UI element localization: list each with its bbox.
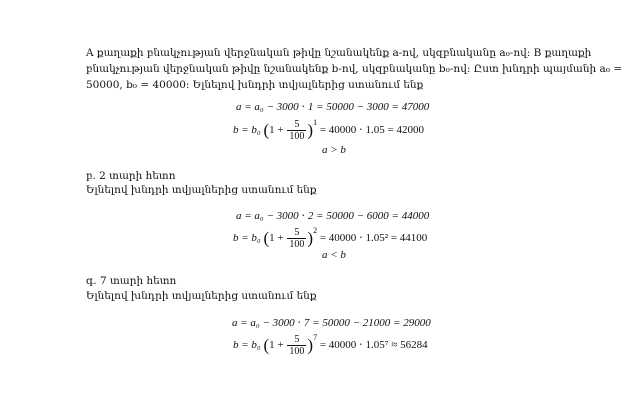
comparison-2: a < b xyxy=(322,249,346,261)
exponent: 1 xyxy=(313,118,318,127)
section-c-text xyxy=(86,289,317,303)
section-b-text-content: Ելնելով խնդրի տվյալներից ստանում ենք xyxy=(86,184,317,196)
one-plus: 1 + xyxy=(269,232,284,244)
intro-line-1: A քաղաքի բնակչության վերջնական թիվը նշանակենք a-ով, սկզբնականը a₀-ով: B քաղաքի xyxy=(86,47,592,59)
fraction-numerator: 5 xyxy=(287,119,306,131)
b-prefix: b = b₀ xyxy=(233,232,261,244)
equation-b-3 xyxy=(233,333,428,357)
paren-close: ) xyxy=(307,335,314,355)
b-prefix: b = b₀ xyxy=(233,339,261,351)
equation-b-3-rhs: = 40000 ⋅ 1.05⁷ ≈ 56284 xyxy=(319,339,428,351)
paren-close: ) xyxy=(307,120,314,140)
comparison-1: a > b xyxy=(322,144,346,156)
intro-line-3: 50000, b₀ = 40000: Ելնելով խնդրի տվյալներից ստանում ենք xyxy=(86,79,424,91)
section-b-title: բ. 2 տարի հետո xyxy=(86,170,176,182)
equation-a-2: a = a₀ − 3000 ⋅ 2 = 50000 − 6000 = 44000 xyxy=(236,210,430,222)
equation-b-2 xyxy=(233,226,427,250)
one-plus: 1 + xyxy=(269,339,284,351)
section-c-title: գ. 7 տարի հետո xyxy=(86,275,177,287)
section-b-text xyxy=(86,183,317,197)
paren-close: ) xyxy=(307,228,314,248)
fraction-numerator: 5 xyxy=(287,227,306,239)
paren-open: ( xyxy=(263,120,270,140)
fraction-denominator: 100 xyxy=(289,238,305,250)
fraction-denominator: 100 xyxy=(289,345,305,357)
intro-line-2: բնակչության վերջնական թիվը նշանակենք b-ով, սկզբնականը b₀-ով: Ըստ խնդրի պայմանի a₀ = xyxy=(86,63,623,75)
equation-a-1: a = a₀ − 3000 ⋅ 1 = 50000 − 3000 = 47000 xyxy=(236,101,430,113)
equation-b-2-rhs: = 40000 ⋅ 1.05² = 44100 xyxy=(319,232,428,244)
fraction xyxy=(287,119,306,142)
section-c-text-content: Ելնելով խնդրի տվյալներից ստանում ենք xyxy=(86,290,317,302)
fraction xyxy=(287,334,306,357)
exponent: 7 xyxy=(313,333,318,342)
exponent: 2 xyxy=(313,226,318,235)
paren-open: ( xyxy=(263,335,270,355)
intro-paragraph xyxy=(86,45,623,93)
equation-a-3: a = a₀ − 3000 ⋅ 7 = 50000 − 21000 = 29000 xyxy=(232,317,431,329)
fraction-denominator: 100 xyxy=(289,130,305,142)
paren-open: ( xyxy=(263,228,270,248)
equation-b-1 xyxy=(233,118,424,142)
b-prefix: b = b₀ xyxy=(233,124,261,136)
equation-b-1-rhs: = 40000 ⋅ 1.05 = 42000 xyxy=(319,124,424,136)
one-plus: 1 + xyxy=(269,124,284,136)
fraction xyxy=(287,227,306,250)
fraction-numerator: 5 xyxy=(287,334,306,346)
